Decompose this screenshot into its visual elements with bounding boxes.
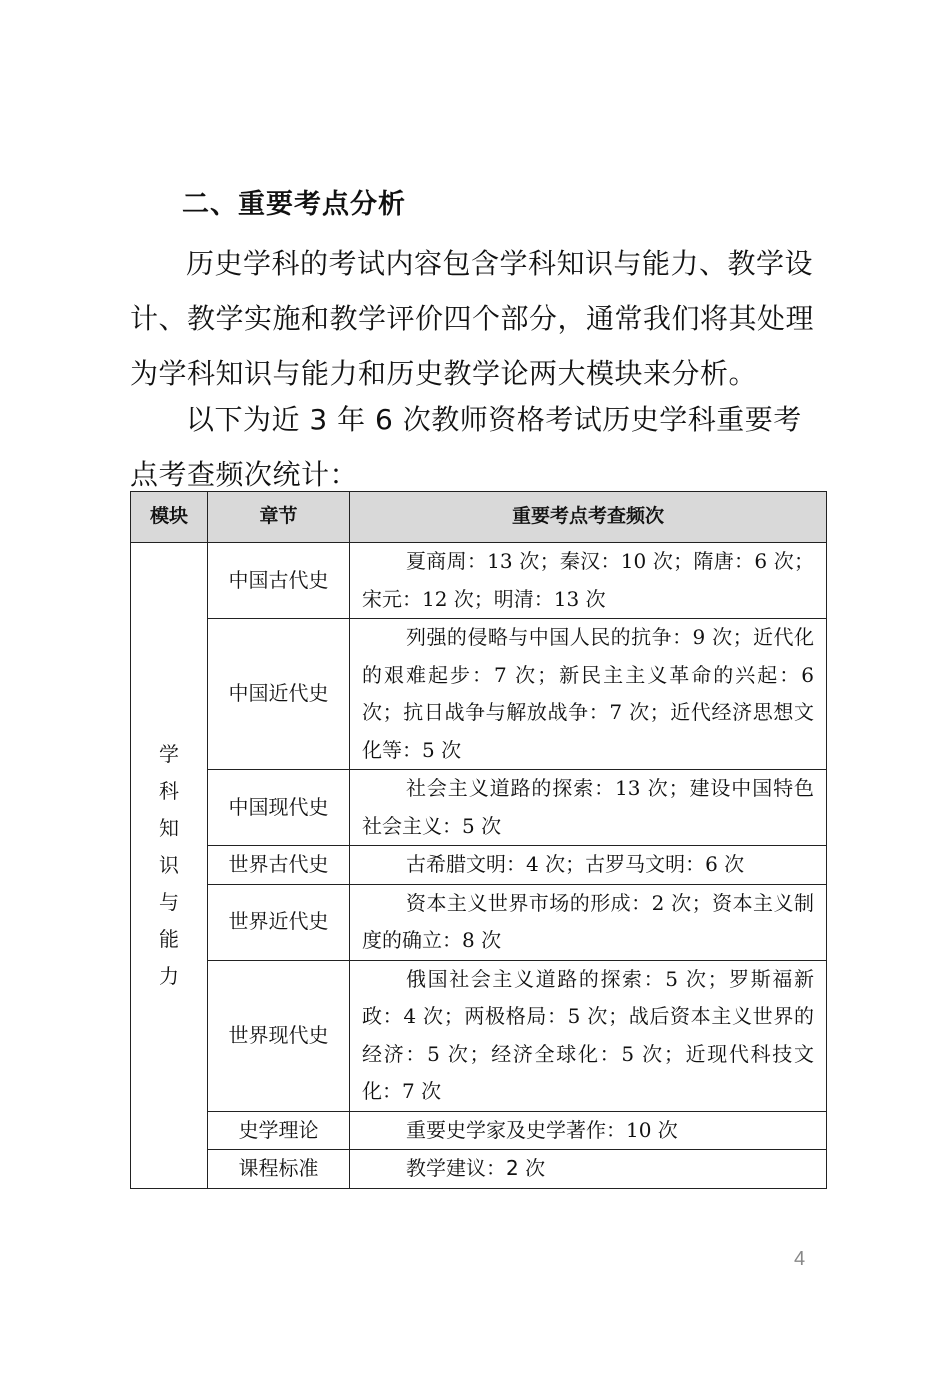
header-frequency: 重要考点考查频次 [350,492,827,543]
frequency-cell: 社会主义道路的探索：13 次；建设中国特色社会主义：5 次 [350,770,827,846]
header-module: 模块 [131,492,208,543]
module-char: 科 [159,778,179,803]
table-header-row [131,492,827,543]
module-cell [131,543,208,1189]
frequency-cell: 资本主义世界市场的形成：2 次；资本主义制度的确立：8 次 [350,884,827,960]
frequency-cell: 俄国社会主义道路的探索：5 次；罗斯福新政：4 次；两极格局：5 次；战后资本主义世界的经济：5 次；经济全球化：5 次；近现代科技文化：7 次 [350,960,827,1111]
section-title: 二、重要考点分析 [182,189,406,220]
table-row [131,884,827,960]
table-row [131,1111,827,1150]
chapter-cell: 世界古代史 [208,846,350,885]
module-char: 识 [159,852,179,877]
table-row [131,770,827,846]
table-row [131,846,827,885]
module-char: 知 [159,815,179,840]
table-row [131,543,827,619]
frequency-cell: 列强的侵略与中国人民的抗争：9 次；近代化的艰难起步：7 次；新民主主义革命的兴起：6 次；抗日战争与解放战争：7 次；近代经济思想文化等：5 次 [350,619,827,770]
table-row [131,1150,827,1189]
exam-frequency-table [130,491,827,1189]
table-row [131,619,827,770]
module-char: 力 [159,963,179,988]
module-char: 与 [159,889,179,914]
page-number: 4 [794,1248,806,1270]
chapter-cell: 中国近代史 [208,619,350,770]
frequency-cell: 重要史学家及史学著作：10 次 [350,1111,827,1150]
chapter-cell: 世界近代史 [208,884,350,960]
chapter-cell: 中国现代史 [208,770,350,846]
frequency-cell: 古希腊文明：4 次；古罗马文明：6 次 [350,846,827,885]
frequency-cell: 夏商周：13 次；秦汉：10 次；隋唐：6 次；宋元：12 次；明清：13 次 [350,543,827,619]
frequency-cell: 教学建议：2 次 [350,1150,827,1189]
table-intro-paragraph: 以下为近 3 年 6 次教师资格考试历史学科重要考点考查频次统计： [130,403,802,491]
table-row [131,960,827,1111]
header-chapter: 章节 [208,492,350,543]
module-char: 能 [159,926,179,951]
module-char: 学 [159,741,179,766]
chapter-cell: 中国古代史 [208,543,350,619]
chapter-cell: 世界现代史 [208,960,350,1111]
chapter-cell: 史学理论 [208,1111,350,1150]
chapter-cell: 课程标准 [208,1150,350,1189]
intro-paragraph: 历史学科的考试内容包含学科知识与能力、教学设计、教学实施和教学评价四个部分，通常我们将其处理为学科知识与能力和历史教学论两大模块来分析。 [130,247,815,390]
